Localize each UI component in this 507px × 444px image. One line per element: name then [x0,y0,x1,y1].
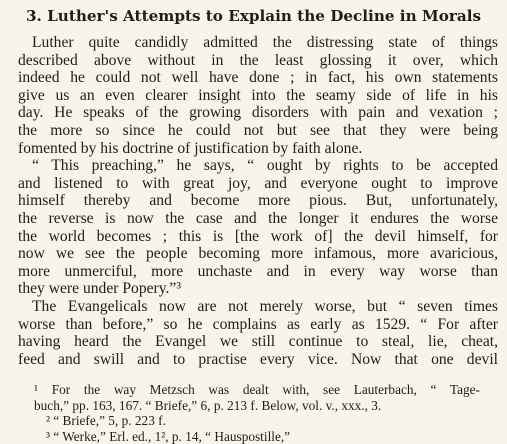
footnote-line: ¹ For the way Metzsch was dealt with, see Lauterbach, “ Tage- [34,382,480,397]
section-heading: 3. Luther's Attempts to Explain the Decline in Morals [25,7,482,25]
body-line: fomented by his doctrine of justification by faith alone. [18,140,363,157]
body-line: The Evangelicals now are not merely worse, but “ seven times [32,298,498,315]
body-line: the reverse is now the case and the longer it endures the worse [18,210,498,227]
body-line: give us an even clearer insight into the seamy side of life in his [18,87,498,104]
body-line: worse than before,” so he complains as early as 1529. “ For after [18,316,498,333]
body-line: himself thereby and become more pious. But, unfortunately, [18,192,498,209]
footnote-line: ² “ Briefe,” 5, p. 223 f. [46,413,166,428]
body-line: and listened to with great joy, and everyone ought to improve [18,175,498,192]
body-line: the world becomes ; this is [the work of] the devil himself, for [18,228,498,245]
body-line: “ This preaching,” he says, “ ought by rights to be accepted [32,157,498,174]
body-line: Luther quite candidly admitted the distressing state of things [32,34,498,51]
footnote-line: ³ “ Werke,” Erl. ed., 1², p. 14, “ Hauspostille,” [46,429,291,444]
body-line: feed and swill and to practise every vice. Now that one devil [18,351,498,368]
body-line: indeed he could not well have done ; in fact, his own statements [18,69,498,86]
body-line: now we see the people becoming more infamous, more avaricious, [18,245,498,262]
body-line: day. He speaks of the growing disorders with pain and vexation ; [18,104,498,121]
footnote-line: buch,” pp. 163, 167. “ Briefe,” 6, p. 213 f. Below, vol. v., xxx., 3. [34,398,382,413]
body-line: more unmerciful, more unchaste and in every way worse than [18,263,498,280]
body-line: the more so since he could not but see that they were being [18,122,498,139]
body-line: having heard the Evangel we still continue to steal, lie, cheat, [18,333,498,350]
body-line: described above without in the least glossing it over, which [18,52,498,69]
body-line: they were under Popery.”³ [18,280,182,297]
